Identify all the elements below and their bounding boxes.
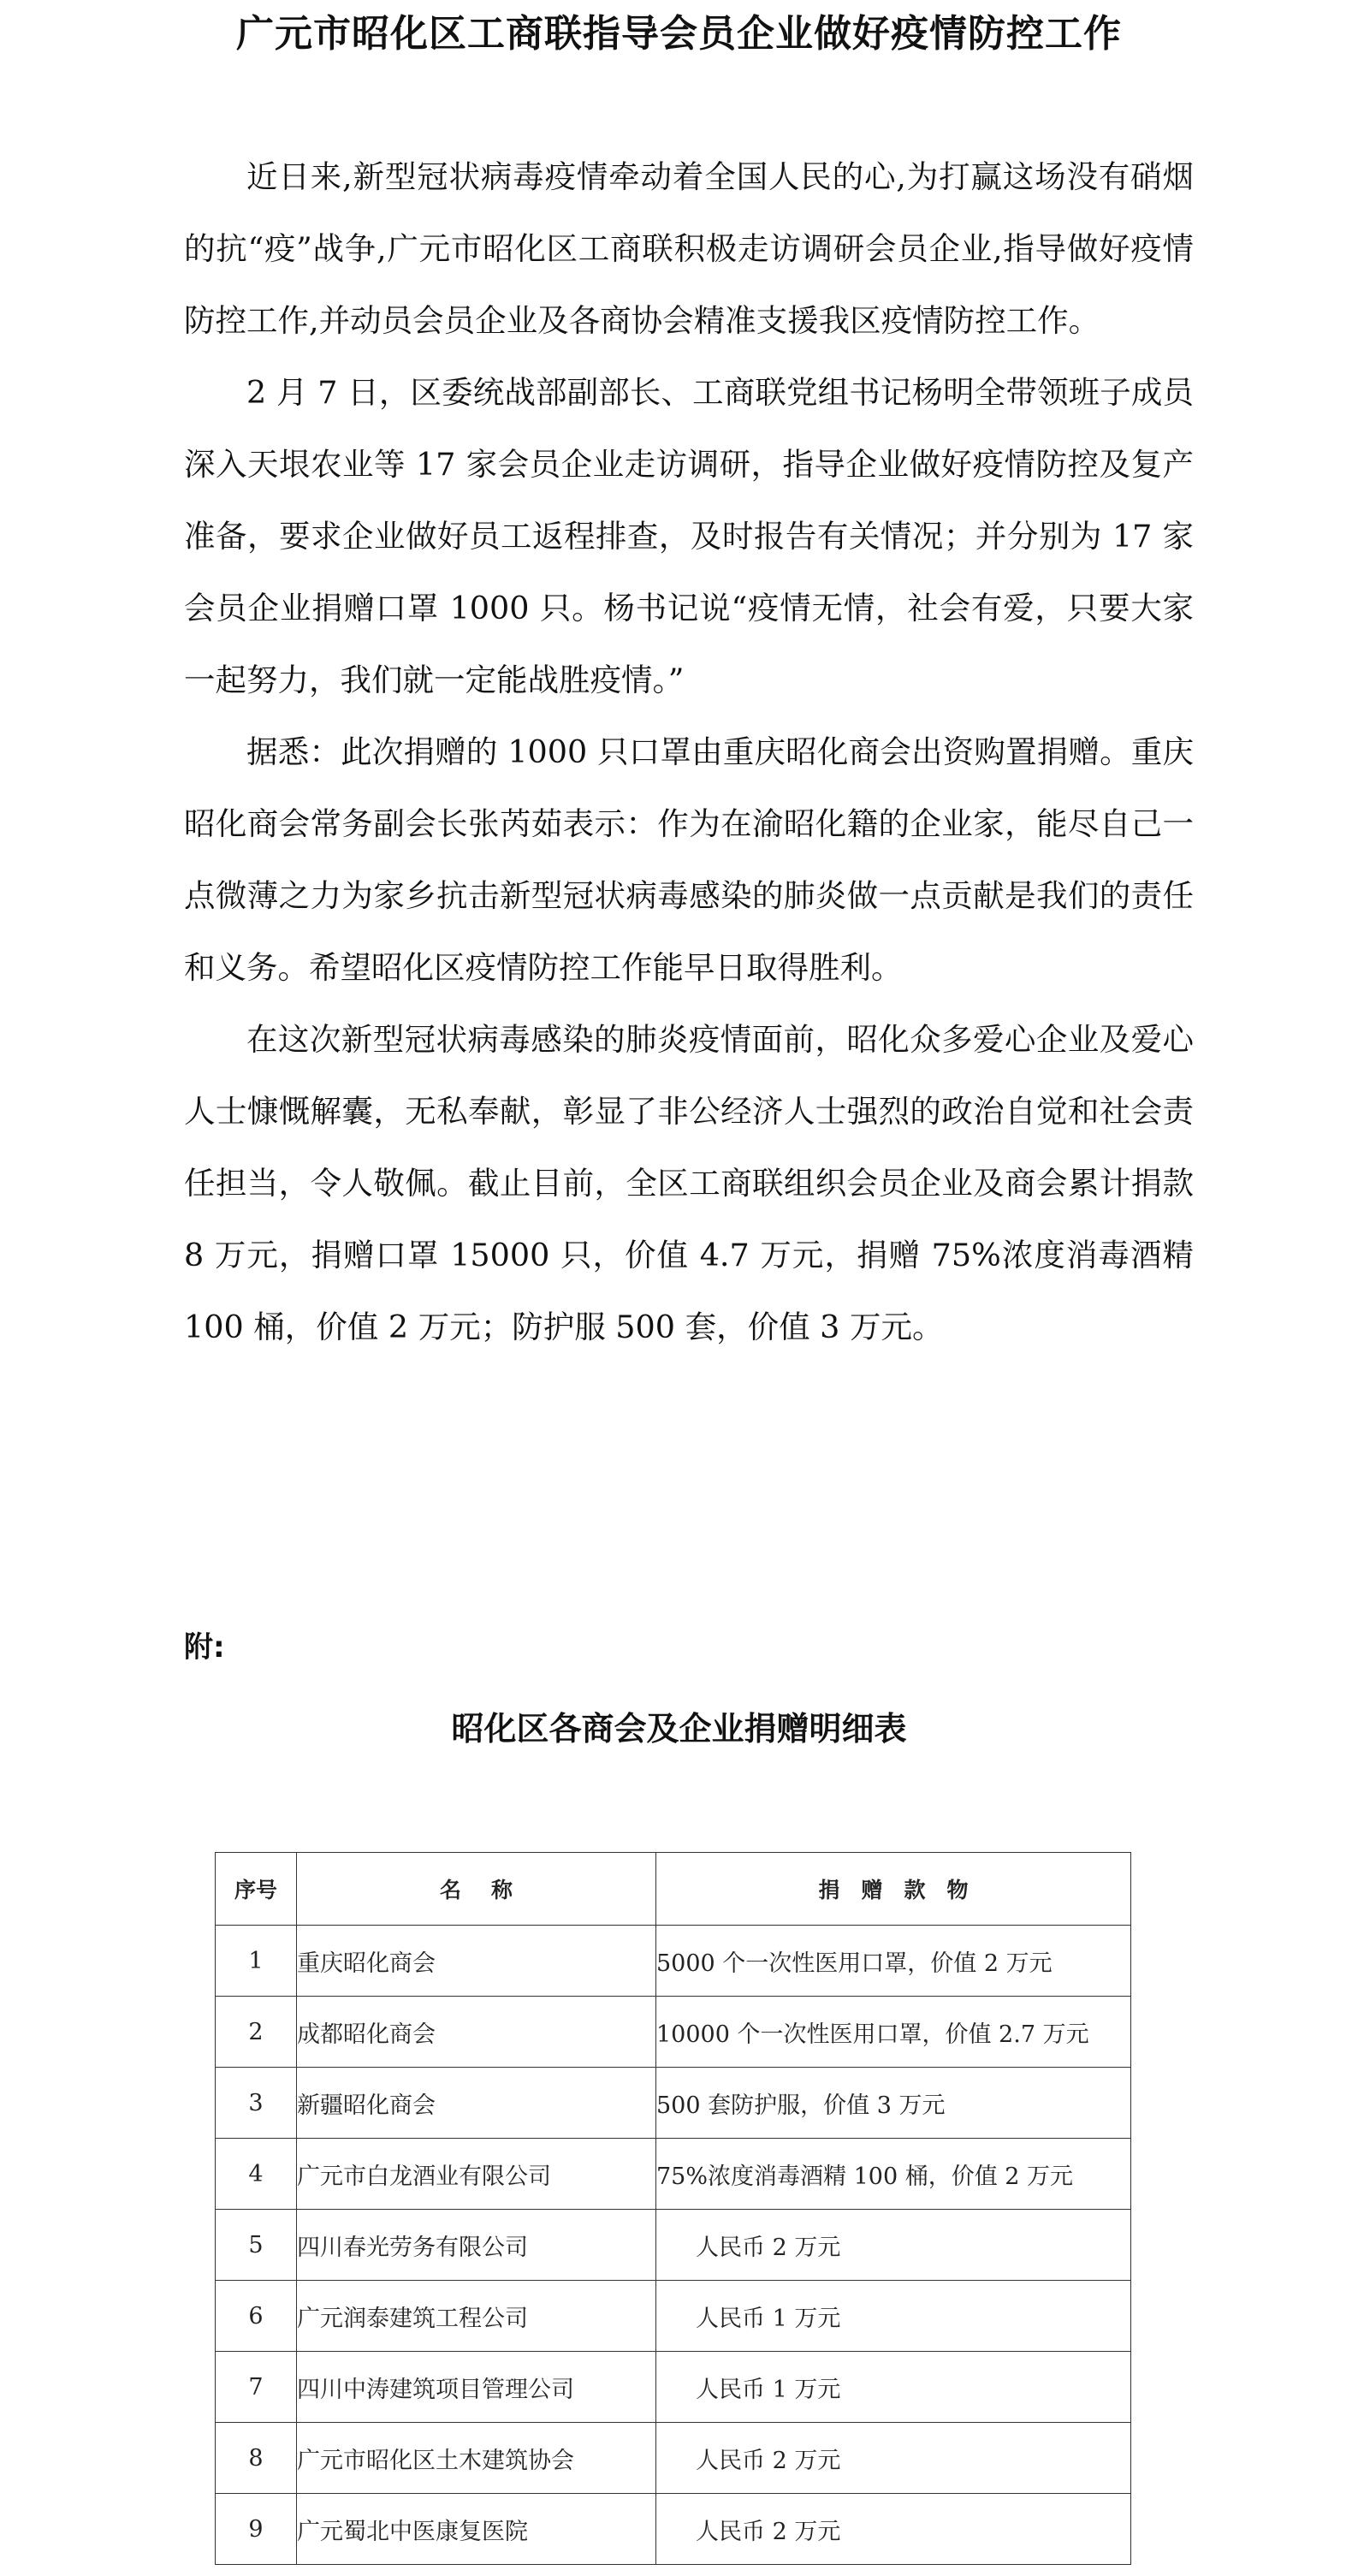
table-row [216,2281,1131,2352]
row-no: 7 [216,2352,297,2423]
row-no: 2 [216,1997,297,2068]
donation-table [215,1852,1131,2565]
row-name: 四川中涛建筑项目管理公司 [297,2352,656,2423]
row-name: 四川春光劳务有限公司 [297,2210,656,2281]
header-no-label: 序号 [234,1878,277,1902]
table-row [216,2352,1131,2423]
table-row [216,2068,1131,2139]
row-no: 9 [216,2494,297,2565]
row-name: 广元市白龙酒业有限公司 [297,2139,656,2210]
row-name: 广元市昭化区土木建筑协会 [297,2423,656,2494]
row-no: 6 [216,2281,297,2352]
table-title: 昭化区各商会及企业捐赠明细表 [451,1710,907,1748]
header-items [656,1853,1131,1926]
row-items: 人民币 2 万元 [656,2210,1131,2281]
document-title: 广元市昭化区工商联指导会员企业做好疫情防控工作 [236,12,1122,56]
row-no: 3 [216,2068,297,2139]
header-no [216,1853,297,1926]
paragraph-intro: 近日来,新型冠状病毒疫情牵动着全国人民的心,为打赢这场没有硝烟的抗“疫”战争,广元市昭化区工商联积极走访调研会员企业,指导做好疫情防控工作,并动员会员企业及各商协会精准支援我区疫情防控工作。 [184,158,1194,339]
row-items: 5000 个一次性医用口罩，价值 2 万元 [656,1926,1131,1997]
table-row [216,1926,1131,1997]
table-row [216,1997,1131,2068]
table-row [216,2423,1131,2494]
header-name-label: 名称 [439,1878,543,1902]
paragraph-visit: 2 月 7 日，区委统战部副部长、工商联党组书记杨明全带领班子成员深入天垠农业等 17 家会员企业走访调研，指导企业做好疫情防控及复产准备，要求企业做好员工返程排查，及时报告有关情况；并分别为 17 家会员企业捐赠口罩 1000 只。杨书记说“疫情无情，社会有爱，只要大家一起努力，我们就一定能战胜疫情。” [184,374,1194,698]
table-row [216,2210,1131,2281]
row-no: 1 [216,1926,297,1997]
table-row [216,2139,1131,2210]
paragraph-summary: 在这次新型冠状病毒感染的肺炎疫情面前，昭化众多爱心企业及爱心人士慷慨解囊，无私奉献，彰显了非公经济人士强烈的政治自觉和社会责任担当，令人敬佩。截止目前，全区工商联组织会员企业及商会累计捐款 8 万元，捐赠口罩 15000 只，价值 4.7 万元，捐赠 75%浓度消毒酒精 100 桶，价值 2 万元；防护服 500 套，价值 3 万元。 [184,1021,1194,1345]
row-items: 人民币 1 万元 [656,2352,1131,2423]
row-no: 5 [216,2210,297,2281]
appendix-label: 附: [184,1630,225,1665]
header-name [297,1853,656,1926]
row-items: 10000 个一次性医用口罩，价值 2.7 万元 [656,1997,1131,2068]
row-name: 新疆昭化商会 [297,2068,656,2139]
row-no: 4 [216,2139,297,2210]
row-items: 人民币 1 万元 [656,2281,1131,2352]
row-name: 广元蜀北中医康复医院 [297,2494,656,2565]
row-items: 人民币 2 万元 [656,2494,1131,2565]
table-header-row [216,1853,1131,1926]
row-no: 8 [216,2423,297,2494]
header-items-label: 捐赠款物 [818,1878,990,1902]
row-items: 500 套防护服，价值 3 万元 [656,2068,1131,2139]
row-name: 重庆昭化商会 [297,1926,656,1997]
row-items: 75%浓度消毒酒精 100 桶，价值 2 万元 [656,2139,1131,2210]
paragraph-donation-source: 据悉：此次捐赠的 1000 只口罩由重庆昭化商会出资购置捐赠。重庆昭化商会常务副会长张芮茹表示：作为在渝昭化籍的企业家，能尽自己一点微薄之力为家乡抗击新型冠状病毒感染的肺炎做一点贡献是我们的责任和义务。希望昭化区疫情防控工作能早日取得胜利。 [184,733,1195,986]
table-row [216,2494,1131,2565]
row-items: 人民币 2 万元 [656,2423,1131,2494]
row-name: 广元润泰建筑工程公司 [297,2281,656,2352]
document-body [184,141,1194,1363]
row-name: 成都昭化商会 [297,1997,656,2068]
